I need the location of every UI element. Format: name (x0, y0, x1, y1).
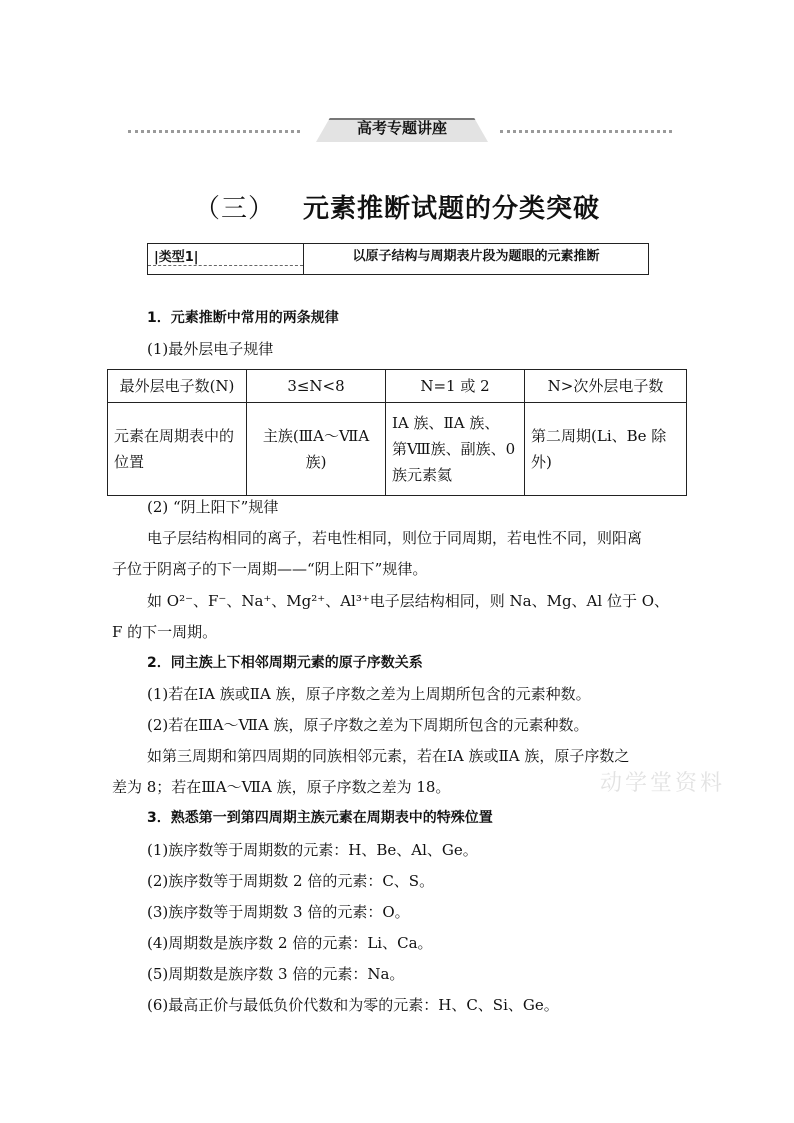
table-cell (386, 403, 525, 496)
title-text: 元素推断试题的分类突破 (303, 194, 601, 224)
page-title (0, 188, 794, 225)
row-label-line: 元素在周期表中的 (114, 427, 235, 445)
list-item: (1)族序数等于周期数的元素：H、Be、Al、Ge。 (147, 841, 478, 859)
section3-heading: 3．熟悉第一到第四周期主族元素在周期表中的特殊位置 (147, 810, 493, 826)
cell-line: 主族(ⅢA～ⅦA 族) (262, 427, 370, 471)
paragraph-line: 如 O²⁻、F⁻、Na⁺、Mg²⁺、Al³⁺电子层结构相同，则 Na、Mg、Al 位于 O、 (147, 592, 670, 610)
electron-rules-table (107, 369, 687, 496)
table-row-label (108, 403, 247, 496)
section1-heading: 1．元素推断中常用的两条规律 (147, 310, 339, 326)
watermark: 动学堂资料 (600, 771, 726, 796)
table-header-row (108, 370, 687, 403)
table-header-cell: 3≤N<8 (247, 370, 386, 403)
table-row (108, 403, 687, 496)
header-dots-right (500, 130, 672, 133)
section1-sub2: (2) “阴上阳下”规律 (147, 498, 279, 516)
table-header-cell: N=1 或 2 (386, 370, 525, 403)
list-item: (5)周期数是族序数 3 倍的元素：Na。 (147, 965, 405, 983)
header-title: 高考专题讲座 (356, 119, 447, 137)
paragraph-line: 差为 8；若在ⅢA～ⅦA 族，原子序数之差为 18。 (112, 778, 451, 796)
paragraph-line: F 的下一周期。 (112, 623, 218, 641)
section2-item: (1)若在ⅠA 族或ⅡA 族，原子序数之差为上周期所包含的元素种数。 (147, 685, 591, 703)
table-header-cell: N>次外层电子数 (525, 370, 687, 403)
section2-heading: 2．同主族上下相邻周期元素的原子序数关系 (147, 655, 423, 671)
cell-line: 族元素氦 (392, 466, 453, 484)
cell-line: 第二周期(Li、Be 除 (531, 427, 667, 445)
paragraph-line: 如第三周期和第四周期的同族相邻元素，若在ⅠA 族或ⅡA 族，原子序数之 (147, 747, 630, 765)
table-cell (247, 403, 386, 496)
header-band (120, 118, 680, 142)
cell-line: ⅠA 族、ⅡA 族、 (392, 414, 500, 432)
paragraph-line: 子位于阴离子的下一周期——“阴上阳下”规律。 (112, 560, 428, 578)
type-label: |类型1| (148, 244, 304, 274)
table-cell (525, 403, 687, 496)
cell-line: 外) (531, 453, 552, 471)
list-item: (2)族序数等于周期数 2 倍的元素：C、S。 (147, 872, 435, 890)
list-item: (4)周期数是族序数 2 倍的元素：Li、Ca。 (147, 934, 433, 952)
title-number: （三） (193, 194, 275, 224)
list-item: (6)最高正价与最低负价代数和为零的元素：H、C、Si、Ge。 (147, 996, 559, 1014)
section2-item: (2)若在ⅢA～ⅦA 族，原子序数之差为下周期所包含的元素种数。 (147, 716, 589, 734)
type-box (147, 243, 649, 275)
cell-line: 第Ⅷ族、副族、0 (392, 440, 516, 458)
list-item: (3)族序数等于周期数 3 倍的元素：O。 (147, 903, 410, 921)
row-label-line: 位置 (114, 453, 145, 471)
header-dots-left (128, 130, 300, 133)
paragraph-line: 电子层结构相同的离子，若电性相同，则位于同周期，若电性不同，则阳离 (147, 529, 643, 547)
section1-sub1: (1)最外层电子规律 (147, 340, 274, 358)
table-header-cell: 最外层电子数(N) (108, 370, 247, 403)
type-description: 以原子结构与周期表片段为题眼的元素推断 (352, 249, 600, 264)
